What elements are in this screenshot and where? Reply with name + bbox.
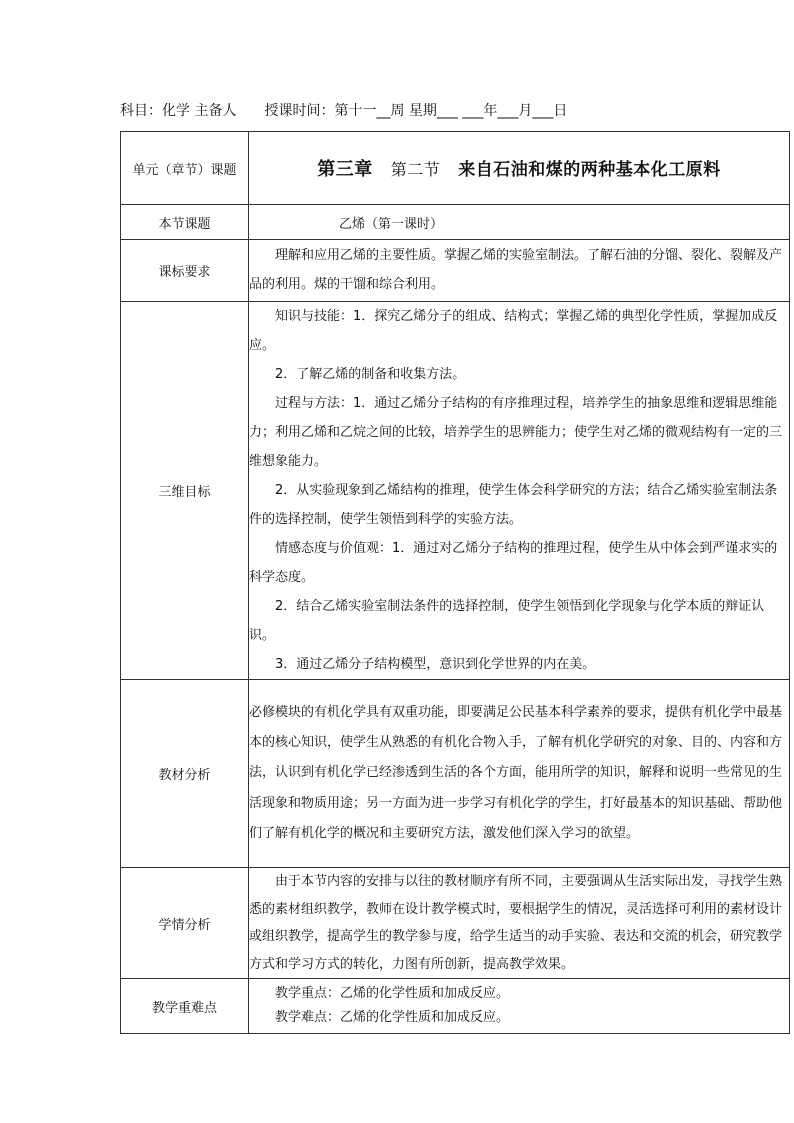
objective-paragraph: 2．从实验现象到乙烯结构的推理，使学生体会科学研究的方法；结合乙烯实验室制法条件的选择控制，使学生领悟到科学的实验方法。 bbox=[249, 483, 778, 527]
objective-paragraph: 2．了解乙烯的制备和收集方法。 bbox=[275, 367, 466, 382]
unit-row bbox=[121, 132, 790, 205]
lesson-label: 本节课题 bbox=[121, 205, 249, 240]
objective-paragraph: 2．结合乙烯实验室制法条件的选择控制，使学生领悟到化学现象与化学本质的辩证认识。 bbox=[249, 599, 765, 643]
curriculum-row bbox=[121, 240, 790, 302]
curriculum-cell bbox=[249, 240, 790, 302]
lesson-value: 乙烯（第一课时） bbox=[339, 216, 444, 232]
objective-paragraph: 知识与技能：1．探究乙烯分子的组成、结构式；掌握乙烯的典型化学性质，掌握加成反应。 bbox=[249, 309, 778, 353]
objective-paragraph: 过程与方法：1．通过乙烯分子结构的有序推理过程，培养学生的抽象思维和逻辑思维能力；利用乙烯和乙烷之间的比较，培养学生的思辨能力；使学生对乙烯的微观结构有一定的三维想象能力。 bbox=[249, 396, 783, 469]
unit-title bbox=[249, 155, 789, 181]
document-header: 科目：化学 主备人 授课时间：第十一__周 星期___ ___年___月___日 bbox=[120, 103, 568, 119]
students-cell bbox=[249, 868, 790, 979]
students-label: 学情分析 bbox=[121, 868, 249, 979]
objectives-row bbox=[121, 302, 790, 680]
section-text: 第二节 bbox=[390, 160, 441, 179]
objectives-cell bbox=[249, 302, 790, 680]
students-row bbox=[121, 868, 790, 979]
teaching-focus: 教学重点：乙烯的化学性质和加成反应。 bbox=[275, 986, 510, 1001]
chapter-text: 第三章 bbox=[317, 159, 373, 180]
key-points-label: 教学重难点 bbox=[121, 979, 249, 1034]
teaching-difficulty: 教学难点：乙烯的化学性质和加成反应。 bbox=[275, 1010, 510, 1025]
key-points-cell bbox=[249, 979, 790, 1034]
lesson-row bbox=[121, 205, 790, 240]
curriculum-text: 理解和应用乙烯的主要性质。掌握乙烯的实验室制法。了解石油的分馏、裂化、裂解及产品的利用。煤的干馏和综合利用。 bbox=[249, 248, 783, 292]
unit-title-cell bbox=[249, 132, 790, 205]
materials-label: 教材分析 bbox=[121, 680, 249, 868]
objective-paragraph: 情感态度与价值观：1．通过对乙烯分子结构的推理过程，使学生从中体会到严谨求实的科学态度。 bbox=[249, 541, 778, 585]
unit-label: 单元（章节）课题 bbox=[121, 132, 249, 205]
curriculum-label: 课标要求 bbox=[121, 240, 249, 302]
lesson-plan-table bbox=[120, 131, 790, 1034]
topic-text: 来自石油和煤的两种基本化工原料 bbox=[458, 160, 721, 180]
key-points-row bbox=[121, 979, 790, 1034]
materials-text: 必修模块的有机化学具有双重功能，即要满足公民基本科学素养的要求，提供有机化学中最基本的核心知识，使学生从熟悉的有机化合物入手，了解有机化学研究的对象、目的、内容和方法，认识到有机化学已经渗透到生活的各个方面，能用所学的知识，解释和说明一些常见的生活现象和物质用途；另一方面为进一步学习有机化学的学生，打好最基本的知识基础、帮助他们了解有机化学的概况和主要研究方法，激发他们深入学习的欲望。 bbox=[249, 704, 783, 841]
students-text: 由于本节内容的安排与以往的教材顺序有所不同，主要强调从生活实际出发，寻找学生熟悉的素材组织教学，教师在设计教学模式时，要根据学生的情况，灵活选择可利用的素材设计或组织教学，提高学生的教学参与度，给学生适当的动手实验、表达和交流的机会，研究教学方式和学习方式的转化，力图有所创新，提高教学效果。 bbox=[249, 874, 783, 972]
materials-cell bbox=[249, 680, 790, 868]
materials-row bbox=[121, 680, 790, 868]
objectives-label: 三维目标 bbox=[121, 302, 249, 680]
objective-paragraph: 3．通过乙烯分子结构模型，意识到化学世界的内在美。 bbox=[275, 657, 596, 672]
lesson-value-cell bbox=[249, 205, 790, 240]
